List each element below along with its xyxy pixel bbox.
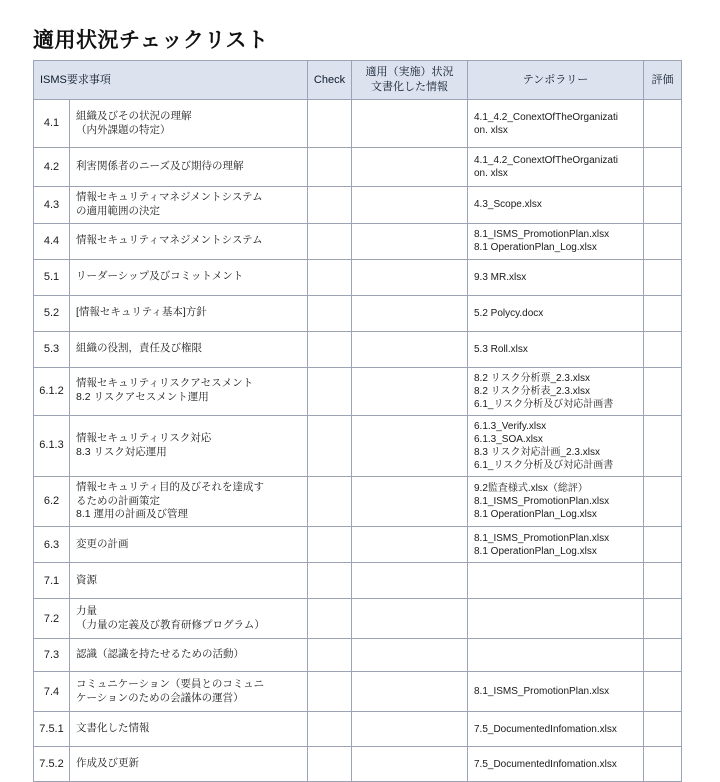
temporary-line: 7.5_DocumentedInfomation.xlsx — [474, 758, 617, 770]
table-body — [34, 100, 682, 782]
requirement-line: 情報セキュリティリスク対応 — [76, 431, 212, 444]
row-number-cell: 4.1 — [34, 100, 70, 148]
column-header-evaluation: 評価 — [644, 61, 682, 100]
status-cell[interactable] — [352, 259, 468, 295]
page-title: 適用状況チェックリスト — [33, 29, 269, 52]
table-row — [34, 223, 682, 259]
status-cell[interactable] — [352, 331, 468, 367]
requirement-line: コミュニケーション（要員とのコミュニ — [76, 677, 265, 690]
table-row — [34, 187, 682, 224]
requirement-cell — [70, 599, 308, 639]
temporary-cell[interactable] — [468, 223, 644, 259]
check-cell[interactable] — [308, 639, 352, 672]
requirement-cell — [70, 672, 308, 712]
table-row — [34, 672, 682, 712]
evaluation-cell[interactable] — [644, 476, 682, 527]
table-row — [34, 747, 682, 782]
requirement-cell — [70, 367, 308, 415]
column-header-status-line1: 適用（実施）状況 — [365, 66, 454, 79]
check-cell[interactable] — [308, 415, 352, 476]
status-cell[interactable] — [352, 100, 468, 148]
status-cell[interactable] — [352, 563, 468, 599]
temporary-cell[interactable] — [468, 187, 644, 224]
temporary-line: 8.1 OperationPlan_Log.xlsx — [474, 242, 597, 254]
status-cell[interactable] — [352, 187, 468, 224]
status-cell[interactable] — [352, 672, 468, 712]
temporary-cell[interactable] — [468, 148, 644, 187]
temporary-cell[interactable] — [468, 527, 644, 563]
table-row — [34, 599, 682, 639]
temporary-cell[interactable] — [468, 367, 644, 415]
row-number-cell: 4.2 — [34, 148, 70, 187]
status-cell[interactable] — [352, 527, 468, 563]
requirement-line: 情報セキュリティマネジメントシステム — [76, 191, 263, 203]
row-number-cell: 7.5.1 — [34, 712, 70, 747]
check-cell[interactable] — [308, 259, 352, 295]
evaluation-cell[interactable] — [644, 367, 682, 415]
evaluation-cell[interactable] — [644, 295, 682, 331]
evaluation-cell[interactable] — [644, 148, 682, 187]
requirement-line: 情報セキュリティ目的及びそれを達成す — [76, 480, 264, 493]
temporary-cell[interactable] — [468, 672, 644, 712]
requirement-line: [情報セキュリティ基本]方針 — [76, 306, 207, 319]
requirement-line: 利害関係者のニーズ及び期待の理解 — [76, 160, 244, 173]
check-cell[interactable] — [308, 747, 352, 782]
temporary-line: 6.1_リスク分析及び対応計画書 — [474, 459, 614, 471]
requirement-cell — [70, 712, 308, 747]
row-number-cell: 7.1 — [34, 563, 70, 599]
check-cell[interactable] — [308, 187, 352, 224]
evaluation-cell[interactable] — [644, 415, 682, 476]
check-cell[interactable] — [308, 527, 352, 563]
temporary-line: 5.3 Roll.xlsx — [474, 343, 528, 355]
status-cell[interactable] — [352, 712, 468, 747]
table-row — [34, 639, 682, 672]
temporary-line: 7.5_DocumentedInfomation.xlsx — [474, 723, 617, 735]
requirement-cell — [70, 476, 308, 527]
temporary-line: 4.1_4.2_ConextOfTheOrganizati — [474, 155, 618, 166]
check-cell[interactable] — [308, 295, 352, 331]
row-number-cell: 6.1.2 — [34, 367, 70, 415]
status-cell[interactable] — [352, 148, 468, 187]
requirement-cell — [70, 563, 308, 599]
requirement-line: 認識（認識を持たせるための活動） — [76, 648, 244, 661]
status-cell[interactable] — [352, 747, 468, 782]
temporary-line: 5.2 Polycy.docx — [474, 307, 544, 319]
requirement-line: 8.3 リスク対応運用 — [76, 445, 167, 458]
requirement-cell — [70, 415, 308, 476]
check-cell[interactable] — [308, 712, 352, 747]
requirement-cell — [70, 527, 308, 563]
status-cell[interactable] — [352, 223, 468, 259]
requirement-cell — [70, 148, 308, 187]
evaluation-cell[interactable] — [644, 331, 682, 367]
applicability-checklist-table — [33, 60, 682, 782]
temporary-cell[interactable] — [468, 599, 644, 639]
requirement-line: るための計画策定 — [76, 494, 160, 507]
temporary-line: 6.1_リスク分析及び対応計画書 — [474, 398, 614, 410]
table-row — [34, 295, 682, 331]
temporary-line: 6.1.3_SOA.xlsx — [474, 433, 543, 445]
requirement-cell — [70, 187, 308, 224]
column-header-requirement: ISMS要求事項 — [34, 61, 308, 100]
temporary-line: 4.1_4.2_ConextOfTheOrganizati — [474, 111, 618, 123]
temporary-line: 8.1 OperationPlan_Log.xlsx — [474, 509, 597, 520]
column-header-status — [352, 61, 468, 100]
row-number-cell: 6.1.3 — [34, 415, 70, 476]
table-row — [34, 367, 682, 415]
requirement-line: 文書化した情報 — [76, 722, 150, 735]
requirement-line: 組織及びその状況の理解 — [76, 109, 192, 122]
temporary-cell[interactable] — [468, 331, 644, 367]
column-header-temporary: テンポラリー — [468, 61, 644, 100]
requirement-line: （力量の定義及び教育研修プログラム） — [76, 618, 265, 631]
table-row — [34, 527, 682, 563]
requirement-line: の適用範囲の決定 — [76, 204, 160, 217]
evaluation-cell[interactable] — [644, 100, 682, 148]
column-header-status-line2: 文書化した情報 — [371, 81, 448, 93]
temporary-cell[interactable] — [468, 100, 644, 148]
temporary-line: 4.3_Scope.xlsx — [474, 199, 542, 211]
temporary-cell[interactable] — [468, 259, 644, 295]
requirement-line: 情報セキュリティリスクアセスメント — [76, 377, 254, 390]
table-header — [34, 61, 682, 100]
row-number-cell: 4.3 — [34, 187, 70, 224]
evaluation-cell[interactable] — [644, 563, 682, 599]
temporary-cell[interactable] — [468, 415, 644, 476]
temporary-line: 8.1_ISMS_PromotionPlan.xlsx — [474, 496, 610, 507]
requirement-line: 8.1 運用の計画及び管理 — [76, 508, 189, 521]
check-cell[interactable] — [308, 367, 352, 415]
check-cell[interactable] — [308, 331, 352, 367]
temporary-line: 8.2 リスク分析表_2.3.xlsx — [474, 385, 590, 397]
temporary-cell[interactable] — [468, 712, 644, 747]
evaluation-cell[interactable] — [644, 599, 682, 639]
status-cell[interactable] — [352, 599, 468, 639]
requirement-line: 組織の役割，責任及び権限 — [76, 342, 202, 355]
temporary-cell[interactable] — [468, 563, 644, 599]
requirement-cell — [70, 295, 308, 331]
row-number-cell: 7.4 — [34, 672, 70, 712]
requirement-line: 作成及び更新 — [76, 757, 139, 770]
row-number-cell: 5.2 — [34, 295, 70, 331]
temporary-cell[interactable] — [468, 476, 644, 527]
evaluation-cell[interactable] — [644, 672, 682, 712]
row-number-cell: 7.3 — [34, 639, 70, 672]
table-row — [34, 259, 682, 295]
temporary-line: 9.3 MR.xlsx — [474, 271, 527, 283]
requirement-line: 資源 — [76, 573, 97, 586]
temporary-line: 8.3 リスク対応計画_2.3.xlsx — [474, 446, 600, 458]
evaluation-cell[interactable] — [644, 639, 682, 672]
evaluation-cell[interactable] — [644, 527, 682, 563]
requirement-cell — [70, 639, 308, 672]
evaluation-cell[interactable] — [644, 223, 682, 259]
check-cell[interactable] — [308, 599, 352, 639]
requirement-line: 情報セキュリティマネジメントシステム — [76, 234, 263, 247]
row-number-cell: 6.2 — [34, 476, 70, 527]
temporary-line: 8.2 リスク分析票_2.3.xlsx — [474, 372, 590, 384]
check-cell[interactable] — [308, 476, 352, 527]
table-header-row — [34, 61, 682, 100]
requirement-cell — [70, 259, 308, 295]
check-cell[interactable] — [308, 223, 352, 259]
requirement-line: 力量 — [76, 604, 97, 617]
evaluation-cell[interactable] — [644, 712, 682, 747]
table-row — [34, 331, 682, 367]
row-number-cell: 4.4 — [34, 223, 70, 259]
temporary-line: 9.2監査様式.xlsx（総評） — [474, 483, 588, 494]
requirement-cell — [70, 100, 308, 148]
requirement-line: （内外課題の特定） — [76, 123, 171, 136]
status-cell[interactable] — [352, 639, 468, 672]
row-number-cell: 5.3 — [34, 331, 70, 367]
check-cell[interactable] — [308, 563, 352, 599]
check-cell[interactable] — [308, 100, 352, 148]
row-number-cell: 6.3 — [34, 527, 70, 563]
row-number-cell: 5.1 — [34, 259, 70, 295]
check-cell[interactable] — [308, 672, 352, 712]
temporary-line: 8.1_ISMS_PromotionPlan.xlsx — [474, 686, 610, 698]
status-cell[interactable] — [352, 295, 468, 331]
temporary-line: 8.1_ISMS_PromotionPlan.xlsx — [474, 532, 610, 544]
check-cell[interactable] — [308, 148, 352, 187]
status-cell[interactable] — [352, 415, 468, 476]
row-number-cell: 7.5.2 — [34, 747, 70, 782]
table-row — [34, 476, 682, 527]
temporary-line: 8.1_ISMS_PromotionPlan.xlsx — [474, 229, 610, 241]
table-row — [34, 415, 682, 476]
temporary-line: 6.1.3_Verify.xlsx — [474, 420, 547, 432]
temporary-line: on. xlsx — [474, 124, 508, 136]
requirement-cell — [70, 747, 308, 782]
status-cell[interactable] — [352, 476, 468, 527]
temporary-line: on. xlsx — [474, 168, 508, 179]
status-cell[interactable] — [352, 367, 468, 415]
evaluation-cell[interactable] — [644, 747, 682, 782]
requirement-line: ケーションのための会議体の運営） — [76, 691, 244, 704]
row-number-cell: 7.2 — [34, 599, 70, 639]
evaluation-cell[interactable] — [644, 187, 682, 224]
table-row — [34, 100, 682, 148]
requirement-line: 変更の計画 — [76, 537, 129, 550]
requirement-line: 8.2 リスクアセスメント運用 — [76, 391, 209, 404]
temporary-cell[interactable] — [468, 639, 644, 672]
temporary-cell[interactable] — [468, 747, 644, 782]
column-header-check: Check — [308, 61, 352, 100]
table-row — [34, 712, 682, 747]
evaluation-cell[interactable] — [644, 259, 682, 295]
requirement-line: リーダーシップ及びコミットメント — [76, 270, 244, 283]
table-row — [34, 148, 682, 187]
table-row — [34, 563, 682, 599]
temporary-line: 8.1 OperationPlan_Log.xlsx — [474, 545, 597, 557]
temporary-cell[interactable] — [468, 295, 644, 331]
requirement-cell — [70, 223, 308, 259]
requirement-cell — [70, 331, 308, 367]
